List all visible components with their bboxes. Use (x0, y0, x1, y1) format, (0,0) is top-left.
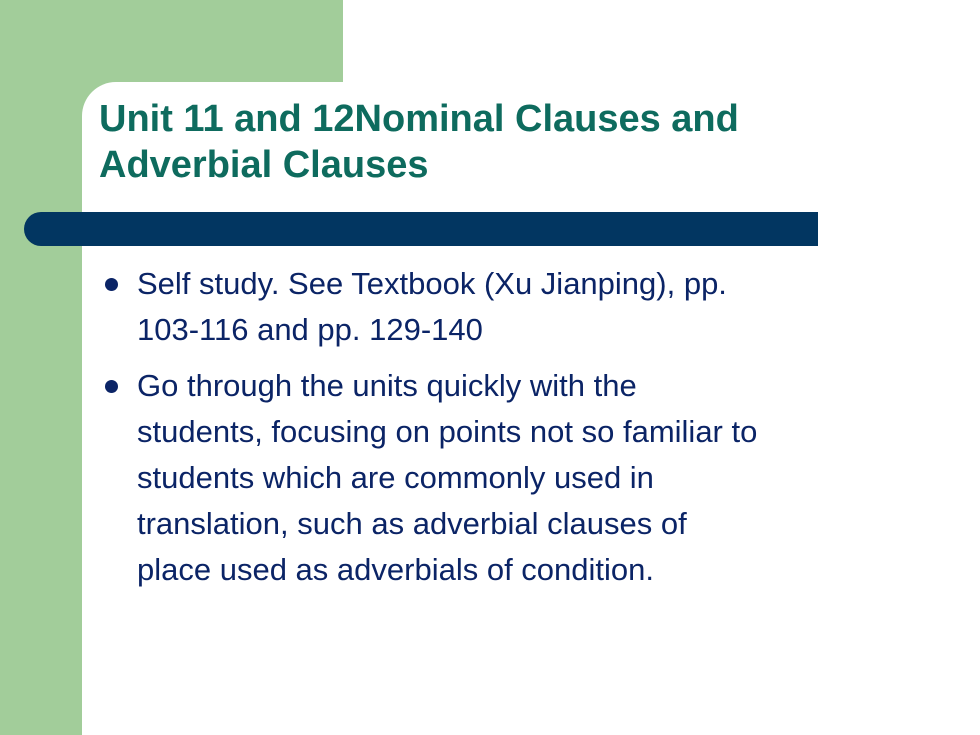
bullet-dot-icon (105, 278, 118, 291)
bullet-dot-icon (105, 380, 118, 393)
slide-title-line: Adverbial Clauses (99, 144, 429, 186)
bullet-list (137, 261, 927, 603)
slide-title (99, 96, 939, 188)
bullet-text-line: students which are commonly used in (137, 460, 654, 495)
title-divider-bar (24, 212, 818, 246)
bullet-item (137, 363, 927, 593)
bullet-text-line: students, focusing on points not so familiar to (137, 414, 758, 449)
bullet-text-line: 103-116 and pp. 129-140 (137, 312, 483, 347)
bullet-text-line: Go through the units quickly with the (137, 368, 637, 403)
bullet-text-line: Self study. See Textbook (Xu Jianping), pp. (137, 266, 727, 301)
slide-title-line: Unit 11 and 12Nominal Clauses and (99, 98, 739, 140)
bullet-text-line: place used as adverbials of condition. (137, 552, 654, 587)
bullet-text-line: translation, such as adverbial clauses of (137, 506, 687, 541)
bullet-item (137, 261, 927, 353)
